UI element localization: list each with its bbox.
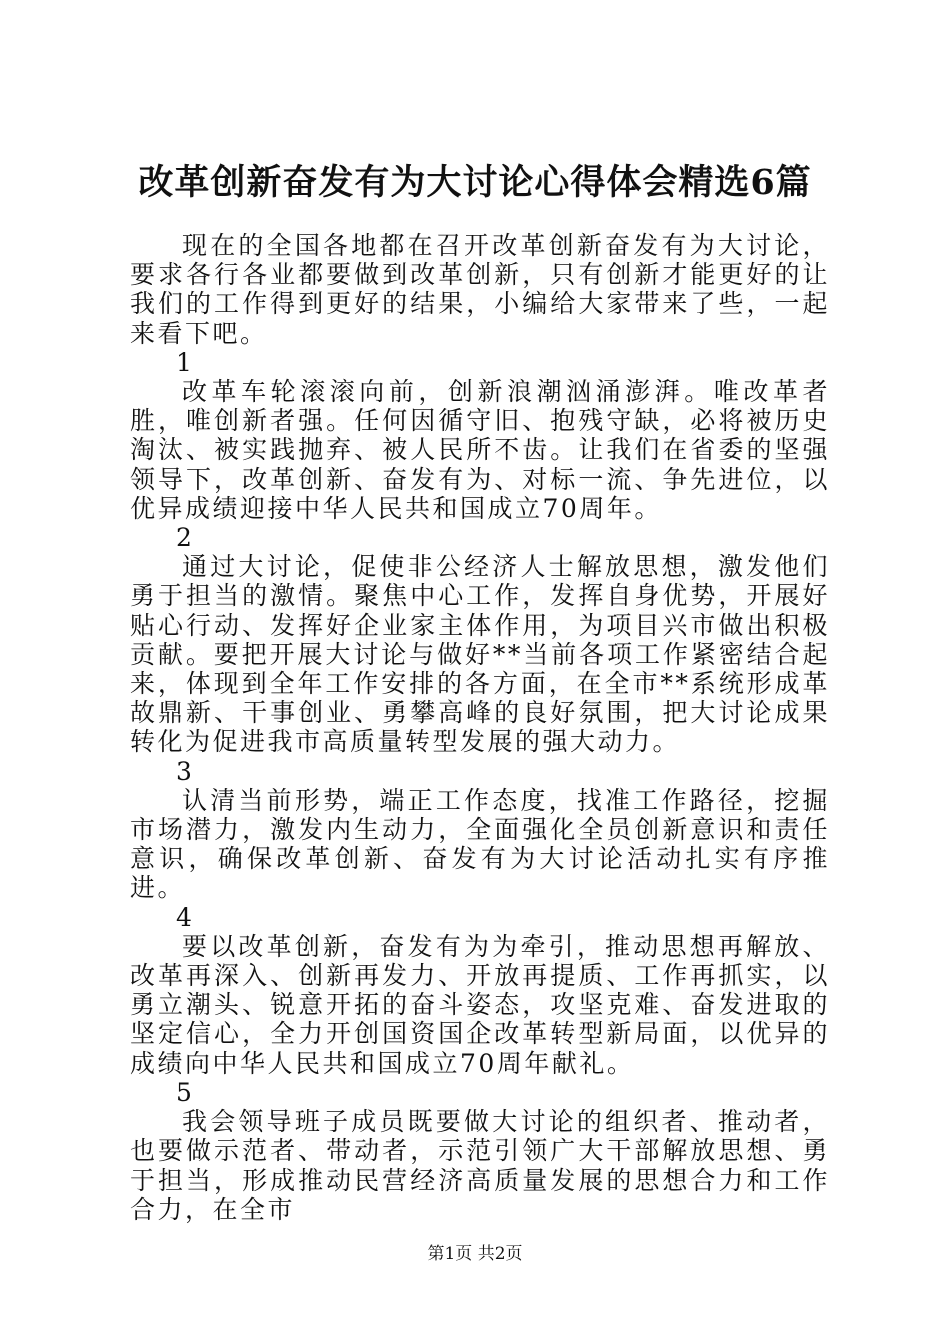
document-title: 改革创新奋发有为大讨论心得体会精选6篇 [138,162,812,203]
section-number-3: 3 [176,756,192,786]
section-paragraph-3: 认清当前形势，端正工作态度，找准工作路径，挖掘市场潜力，激发内生动力，全面强化全员创新意识和责任意识，确保改革创新、奋发有为大讨论活动扎实有序推进。 [130,785,830,903]
document-body [130,231,830,1224]
intro-paragraph: 现在的全国各地都在召开改革创新奋发有为大讨论，要求各行各业都要做到改革创新，只有创新才能更好的让我们的工作得到更好的结果，小编给大家带来了些，一起来看下吧。 [130,231,830,348]
section-number-5: 5 [176,1077,192,1107]
section-paragraph-1: 改革车轮滚滚向前，创新浪潮汹涌澎湃。唯改革者胜，唯创新者强。任何因循守旧、抱残守缺，必将被历史淘汰、被实践抛弃、被人民所不齿。让我们在省委的坚强领导下，改革创新、奋发有为、对标一流、争先进位，以优异成绩迎接中华人民共和国成立70周年。 [130,377,830,523]
section-paragraph-2: 通过大讨论，促使非公经济人士解放思想，激发他们勇于担当的激情。聚焦中心工作，发挥自身优势，开展好贴心行动、发挥好企业家主体作用，为项目兴市做出积极贡献。要把开展大讨论与做好**当前各项工作紧密结合起来，体现到全年工作安排的各方面，在全市**系统形成革故鼎新、干事创业、勇攀高峰的良好氛围，把大讨论成果转化为促进我市高质量转型发展的强大动力。 [130,552,830,757]
section-paragraph-5: 我会领导班子成员既要做大讨论的组织者、推动者，也要做示范者、带动者，示范引领广大干部解放思想、勇于担当，形成推动民营经济高质量发展的思想合力和工作合力，在全市 [130,1107,830,1224]
section-number-1: 1 [176,347,192,377]
page-footer: 第1页 共2页 [427,1244,523,1264]
section-paragraph-4: 要以改革创新，奋发有为为牵引，推动思想再解放、改革再深入、创新再发力、开放再提质、工作再抓实，以勇立潮头、锐意开拓的奋斗姿态，攻坚克难、奋发进取的坚定信心，全力开创国资国企改革转型新局面，以优异的成绩向中华人民共和国成立70周年献礼。 [130,931,830,1078]
section-number-4: 4 [176,902,192,932]
section-number-2: 2 [176,523,192,553]
